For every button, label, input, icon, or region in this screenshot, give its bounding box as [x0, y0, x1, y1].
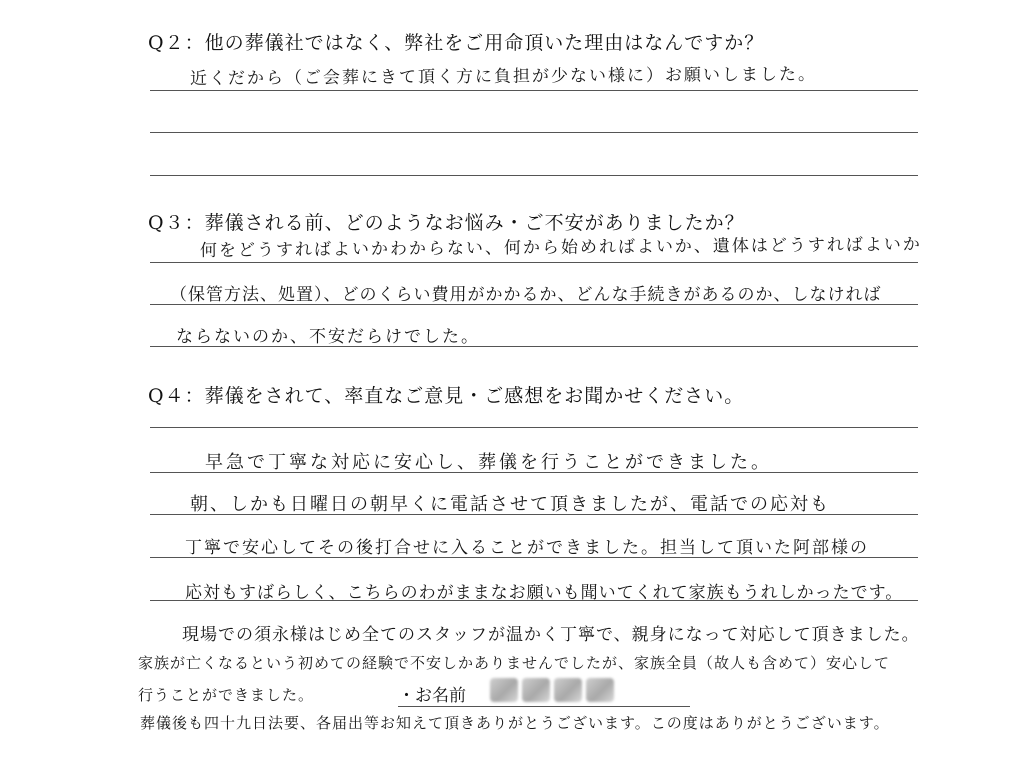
answer-4-line-7: 行うことができました。	[138, 686, 315, 704]
name-label: ・お名前	[398, 686, 466, 706]
name-underline	[398, 706, 690, 707]
question-3: Q３：葬儀される前、どのようなお悩み・ご不安がありましたか？	[148, 212, 745, 234]
answer-3-line-1: 何をどうすればよいかわからない、何から始めればよいか、遺体はどうすればよいか	[199, 234, 922, 261]
rule-line	[150, 472, 918, 473]
rule-line	[150, 600, 918, 601]
rule-line	[150, 90, 918, 91]
answer-4-line-5: 現場での須永様はじめ全てのスタッフが温かく丁寧で、親身になって対応して頂きました。	[182, 625, 920, 645]
answer-4-line-1: 早急で丁寧な対応に安心し、葬儀を行うことができました。	[205, 452, 772, 473]
rule-line	[150, 175, 918, 176]
answer-4-line-6: 家族が亡くなるという初めての経験で不安しかありませんでしたが、家族全員（故人も含めて）安心して	[138, 654, 891, 672]
rule-line	[150, 262, 918, 263]
rule-line	[150, 557, 918, 558]
rule-line	[150, 346, 918, 347]
rule-line	[150, 427, 918, 428]
answer-3-line-2: （保管方法、処置）、どのくらい費用がかかるか、どんな手続きがあるのか、しなければ	[170, 285, 882, 305]
answer-4-line-3: 丁寧で安心してその後打合せに入ることができました。担当して頂いた阿部様の	[185, 538, 869, 558]
question-4: Q４：葬儀をされて、率直なご意見・ご感想をお聞かせください。	[148, 385, 745, 407]
answer-4-line-4: 応対もすばらしく、こちらのわがままなお願いも聞いてくれて家族もうれしかったです。	[185, 583, 904, 603]
answer-3-line-3: ならないのか、不安だらけでした。	[176, 327, 480, 347]
question-2: Q２：他の葬儀社ではなく、弊社をご用命頂いた理由はなんですか？	[148, 32, 765, 54]
rule-line	[150, 132, 918, 133]
answer-4-line-8: 葬儀後も四十九日法要、各届出等お知えて頂きありがとうございます。この度はありがとうございます。	[140, 714, 890, 732]
rule-line	[150, 514, 918, 515]
answer-2-line-1: 近くだから（ご会葬にきて頂く方に負担が少ない様に）お願いしました。	[189, 64, 817, 89]
rule-line	[150, 304, 918, 305]
redacted-name	[490, 676, 614, 704]
answer-4-line-2: 朝、しかも日曜日の朝早くに電話させて頂きましたが、電話での応対も	[190, 494, 830, 515]
